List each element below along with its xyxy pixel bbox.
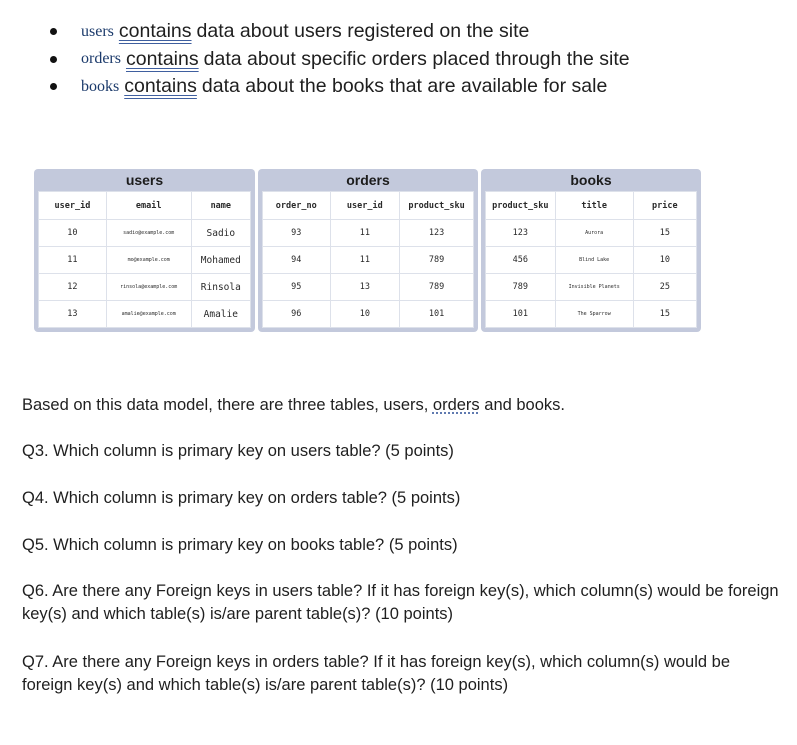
- table-cell: Rinsola: [191, 274, 250, 301]
- table-cell: 10: [633, 247, 696, 274]
- users-table: [38, 191, 251, 328]
- table-header-row: [486, 192, 697, 220]
- bullet-verb: contains: [124, 75, 197, 98]
- table-cell: 789: [486, 274, 556, 301]
- table-cell: 123: [486, 220, 556, 247]
- column-header: email: [106, 192, 191, 220]
- users-table-panel: [34, 169, 255, 332]
- table-cell: rinsola@example.com: [106, 274, 191, 301]
- table-cell: 95: [263, 274, 331, 301]
- table-cell: 15: [633, 220, 696, 247]
- question-q5: Q5. Which column is primary key on books table? (5 points): [22, 536, 458, 554]
- table-cell: mo@example.com: [106, 247, 191, 274]
- table-row: [39, 274, 251, 301]
- table-row: [486, 274, 697, 301]
- bullet-dot-icon: [50, 56, 57, 63]
- table-cell: 11: [39, 247, 107, 274]
- table-row: [39, 301, 251, 328]
- bullet-table-name: orders: [81, 50, 121, 68]
- table-cell: 13: [330, 274, 400, 301]
- bullet-verb: contains: [118, 20, 192, 43]
- table-row: [263, 247, 474, 274]
- table-cell: 123: [400, 220, 474, 247]
- table-cell: 10: [330, 301, 400, 328]
- question-q3: Q3. Which column is primary key on users table? (5 points): [22, 442, 454, 460]
- table-row: [263, 220, 474, 247]
- table-cell: Mohamed: [191, 247, 250, 274]
- question-q7: Q7. Are there any Foreign keys in orders table? If it has foreign key(s), which column(s) would be foreign key(s) and which table(s) is/are parent table(s)? (10 points): [22, 653, 730, 694]
- intro-paragraph: [22, 394, 565, 417]
- table-cell: Sadio: [191, 220, 250, 247]
- intro-text-end: and books.: [479, 396, 565, 414]
- table-cell: Invisible Planets: [555, 274, 633, 301]
- table-cell: 96: [263, 301, 331, 328]
- table-row: [39, 247, 251, 274]
- table-cell: 94: [263, 247, 331, 274]
- table-cell: 11: [330, 247, 400, 274]
- table-row: [486, 301, 697, 328]
- bullet-item-books: [48, 73, 630, 101]
- orders-table: [262, 191, 474, 328]
- table-header-row: [263, 192, 474, 220]
- orders-table-title: orders: [346, 172, 390, 188]
- books-table-panel: [481, 169, 701, 332]
- table-cell: 456: [486, 247, 556, 274]
- table-cell: 93: [263, 220, 331, 247]
- table-row: [486, 220, 697, 247]
- table-cell: 25: [633, 274, 696, 301]
- bullet-text: data about specific orders placed through the site: [203, 47, 630, 70]
- bullet-table-name: books: [81, 77, 120, 95]
- column-header: user_id: [330, 192, 400, 220]
- bullet-table-name: users: [81, 22, 114, 40]
- bullet-dot-icon: [50, 83, 57, 90]
- books-table: [485, 191, 697, 328]
- bullet-item-users: [48, 18, 630, 46]
- column-header: user_id: [39, 192, 107, 220]
- orders-table-panel: [258, 169, 478, 332]
- table-cell: 15: [633, 301, 696, 328]
- table-cell: The Sparrow: [555, 301, 633, 328]
- table-cell: 11: [330, 220, 400, 247]
- bullet-text: data about users registered on the site: [196, 20, 530, 43]
- table-cell: 101: [400, 301, 474, 328]
- bullet-text: data about the books that are available for sale: [201, 75, 608, 98]
- column-header: product_sku: [486, 192, 556, 220]
- intro-underlined-word: orders: [432, 396, 480, 414]
- intro-text: Based on this data model, there are three tables, users,: [22, 396, 433, 414]
- table-cell: 789: [400, 274, 474, 301]
- column-header: name: [191, 192, 250, 220]
- table-cell: 13: [39, 301, 107, 328]
- column-header: title: [555, 192, 633, 220]
- question-q4: Q4. Which column is primary key on orders table? (5 points): [22, 489, 461, 507]
- bullet-item-orders: [48, 46, 630, 74]
- table-row: [263, 301, 474, 328]
- books-table-title: books: [570, 172, 612, 188]
- table-row: [486, 247, 697, 274]
- bullet-dot-icon: [50, 28, 57, 35]
- users-table-title: users: [125, 172, 164, 188]
- bullet-verb: contains: [125, 47, 199, 70]
- column-header: product_sku: [400, 192, 474, 220]
- table-header-row: [39, 192, 251, 220]
- table-cell: Aurora: [555, 220, 633, 247]
- table-description-list: [48, 18, 630, 101]
- column-header: price: [633, 192, 696, 220]
- table-cell: 10: [39, 220, 107, 247]
- table-row: [263, 274, 474, 301]
- table-row: [39, 220, 251, 247]
- table-cell: 12: [39, 274, 107, 301]
- table-cell: 789: [400, 247, 474, 274]
- column-header: order_no: [263, 192, 331, 220]
- table-cell: Blind Lake: [555, 247, 633, 274]
- table-cell: Amalie: [191, 301, 250, 328]
- table-cell: amalie@example.com: [106, 301, 191, 328]
- question-q6: Q6. Are there any Foreign keys in users table? If it has foreign key(s), which column(s) would be foreign key(s) and which table(s) is/are parent table(s)? (10 points): [22, 582, 779, 623]
- table-cell: 101: [486, 301, 556, 328]
- table-cell: sadio@example.com: [106, 220, 191, 247]
